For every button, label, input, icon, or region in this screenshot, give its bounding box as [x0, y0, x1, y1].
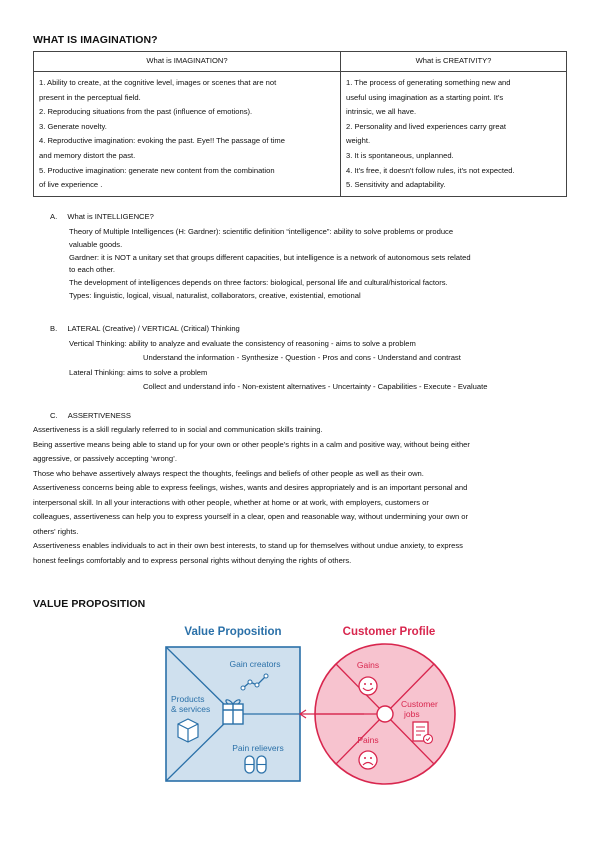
section-c-line: Those who behave assertively always respect the thoughts, feelings and beliefs of other people as well as their own. — [33, 468, 424, 478]
gift-icon — [223, 700, 243, 724]
section-a-marker: A. — [50, 212, 58, 221]
section-b-title: LATERAL (Creative) / VERTICAL (Critical) Thinking — [67, 324, 240, 333]
section-c-line: colleagues, assertiveness can help you to express yourself in a clear, open and reasonable way, without undermining your own or — [33, 512, 469, 521]
products-label-1: Products — [171, 694, 205, 704]
imagination-line: 5. Productive imagination: generate new content from the combination — [39, 165, 275, 175]
customer-jobs-label-1: Customer — [401, 699, 438, 709]
imagination-line: of live experience . — [39, 180, 103, 190]
smile-icon — [359, 677, 377, 695]
section-c-line: Assertiveness is a skill regularly referred to in social and communication skills training. — [33, 425, 323, 434]
section-a-line: valuable goods. — [69, 239, 123, 249]
section-c-line: honest feelings comfortably and to express personal rights without denying the rights of others. — [33, 555, 352, 565]
section-a-title: What is INTELLIGENCE? — [67, 212, 154, 221]
cp-title: Customer Profile — [342, 626, 436, 638]
box-icon — [178, 719, 198, 742]
imagination-line: 1. Ability to create, at the cognitive level, images or scenes that are not — [39, 78, 277, 87]
section-a-line: to each other. — [69, 265, 116, 275]
pain-relievers-label: Pain relievers — [232, 743, 284, 753]
section-a-line: Theory of Multiple Intelligences (H: Gardner): scientific definition “intelligence”: ability to solve problems or produce — [69, 227, 454, 236]
section-c-line: interpersonal skill. In all your interactions with other people, whether at home or at work, with employers, customers or — [33, 497, 429, 507]
heading-imagination: WHAT IS IMAGINATION? — [33, 34, 158, 46]
gains-label: Gains — [356, 660, 380, 670]
creativity-line: 3. It is spontaneous, unplanned. — [346, 150, 454, 160]
imagination-line: 3. Generate novelty. — [39, 121, 107, 131]
creativity-line: weight. — [346, 136, 371, 146]
products-label-2: & services — [171, 704, 211, 714]
section-c-line: Assertiveness concerns being able to express feelings, wishes, wants and desires appropriately and is an important personal and — [33, 483, 468, 492]
section-c-line: Being assertive means being able to stand up for your own or other people's rights in a calm and positive way, without being either — [33, 439, 470, 449]
table-header-creativity: What is CREATIVITY? — [341, 52, 567, 72]
vp-title: Value Proposition — [184, 626, 282, 638]
imagination-line: present in the perceptual field. — [39, 92, 141, 102]
imagination-line: 2. Reproducing situations from the past (influence of emotions). — [39, 107, 253, 117]
section-c-marker: C. — [50, 411, 58, 420]
creativity-line: 2. Personality and lived experiences carry great — [346, 121, 506, 131]
imagination-line: 4. Reproductive imagination: evoking the past. Eye!! The passage of time — [39, 136, 285, 146]
customer-jobs-label-2: jobs — [404, 709, 420, 719]
imagination-line: and memory distort the past. — [39, 150, 136, 160]
section-b-lateral-steps: Collect and understand info - Non-existent alternatives - Uncertainty - Capabilities - Execute - Evaluate — [143, 382, 488, 391]
creativity-line: 5. Sensitivity and adaptability. — [346, 180, 446, 190]
section-c-line: others' rights. — [33, 526, 79, 536]
creativity-line: intrinsic, we all have. — [346, 107, 417, 117]
section-c-line: aggressive, or passively accepting ‘wrong’. — [33, 454, 177, 463]
section-b-vertical-steps: Understand the information - Synthesize - Question - Pros and cons - Understand and contrast — [143, 353, 461, 362]
gain-creators-label: Gain creators — [229, 659, 281, 669]
section-b-lateral: Lateral Thinking: aims to solve a problem — [69, 368, 208, 377]
heading-value-proposition: VALUE PROPOSITION — [33, 598, 146, 610]
section-c-line: Assertiveness enables individuals to act in their own best interests, to stand up for themselves without undue anxiety, to express — [33, 541, 463, 550]
creativity-line: 1. The process of generating something new and — [346, 78, 511, 87]
section-b-marker: B. — [50, 324, 58, 333]
creativity-line: useful using imagination as a starting point. It's — [346, 92, 504, 102]
section-a-line: Gardner: it is NOT a unitary set that groups different capacities, but intelligence is a network of autonomous sets related — [69, 252, 471, 262]
creativity-line: 4. It's free, it doesn't follow rules, it's not expected. — [346, 165, 515, 175]
section-a-line: Types: linguistic, logical, visual, naturalist, collaborators, creative, existential, emotional — [69, 290, 361, 300]
section-a-line: The development of intelligences depends on three factors: biological, personal life and cultural/historical factors. — [69, 278, 448, 288]
section-c-title: ASSERTIVENESS — [67, 411, 131, 420]
frown-icon — [359, 751, 377, 769]
pains-label: Pains — [357, 735, 379, 745]
section-b-vertical: Vertical Thinking: ability to analyze and evaluate the consistency of reasoning - aims to solve a problem — [69, 339, 416, 348]
table-header-imagination: What is IMAGINATION? — [34, 52, 341, 72]
